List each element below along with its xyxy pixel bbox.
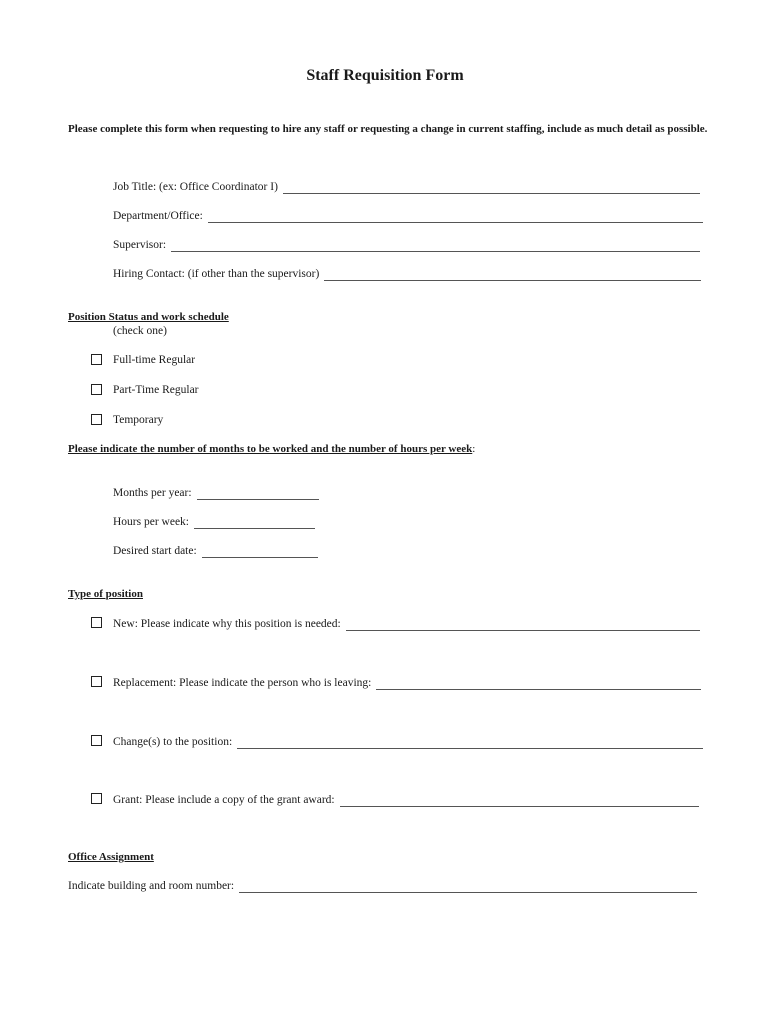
- part-time-label: Part-Time Regular: [113, 384, 199, 396]
- schedule-heading-text: Please indicate the number of months to be worked and the number of hours per week: [68, 443, 473, 455]
- change-field[interactable]: [113, 735, 703, 749]
- building-room-field[interactable]: [68, 879, 697, 893]
- change-line[interactable]: [237, 737, 703, 749]
- hours-label: Hours per week:: [113, 516, 190, 528]
- position-status-heading: Position Status and work schedule: [68, 311, 229, 323]
- grant-label: Grant: Please include a copy of the grant award:: [113, 794, 335, 806]
- department-line[interactable]: [208, 211, 703, 223]
- start-date-field[interactable]: [113, 544, 318, 558]
- new-field[interactable]: [113, 617, 700, 631]
- grant-checkbox[interactable]: [91, 793, 102, 804]
- schedule-heading-colon: :: [472, 443, 476, 455]
- months-field[interactable]: [113, 486, 319, 500]
- hiring-contact-label: Hiring Contact: (if other than the supervisor): [113, 268, 320, 280]
- months-line[interactable]: [197, 488, 319, 500]
- hiring-contact-field[interactable]: [113, 267, 701, 281]
- new-label: New: Please indicate why this position is needed:: [113, 618, 341, 630]
- department-label: Department/Office:: [113, 210, 203, 222]
- building-room-line[interactable]: [239, 881, 697, 893]
- building-room-label: Indicate building and room number:: [68, 880, 235, 892]
- page-title: Staff Requisition Form: [306, 67, 464, 84]
- job-title-label: Job Title: (ex: Office Coordinator I): [113, 181, 278, 193]
- department-field[interactable]: [113, 209, 703, 223]
- grant-line[interactable]: [340, 795, 699, 807]
- months-label: Months per year:: [113, 487, 192, 499]
- check-one-note: (check one): [113, 325, 167, 337]
- new-checkbox[interactable]: [91, 617, 102, 628]
- part-time-checkbox[interactable]: [91, 384, 102, 395]
- new-line[interactable]: [346, 619, 700, 631]
- job-title-field[interactable]: [113, 180, 700, 194]
- supervisor-field[interactable]: [113, 238, 700, 252]
- start-date-line[interactable]: [202, 546, 318, 558]
- grant-field[interactable]: [113, 793, 699, 807]
- hours-field[interactable]: [113, 515, 315, 529]
- replacement-field[interactable]: [113, 676, 701, 690]
- start-date-label: Desired start date:: [113, 545, 197, 557]
- hours-line[interactable]: [194, 517, 315, 529]
- temporary-label: Temporary: [113, 414, 164, 426]
- change-checkbox[interactable]: [91, 735, 102, 746]
- replacement-label: Replacement: Please indicate the person who is leaving:: [113, 677, 372, 689]
- replacement-line[interactable]: [376, 678, 701, 690]
- temporary-checkbox[interactable]: [91, 414, 102, 425]
- full-time-checkbox[interactable]: [91, 354, 102, 365]
- hiring-contact-line[interactable]: [324, 269, 701, 281]
- change-label: Change(s) to the position:: [113, 736, 233, 748]
- intro-text: Please complete this form when requesting to hire any staff or requesting a change in current staffing, include as much detail as possible.: [68, 123, 708, 135]
- supervisor-label: Supervisor:: [113, 239, 167, 251]
- supervisor-line[interactable]: [171, 240, 700, 252]
- replacement-checkbox[interactable]: [91, 676, 102, 687]
- job-title-line[interactable]: [283, 182, 700, 194]
- schedule-heading: [68, 443, 475, 455]
- full-time-label: Full-time Regular: [113, 354, 196, 366]
- type-of-position-heading: Type of position: [68, 588, 143, 600]
- office-assignment-heading: Office Assignment: [68, 851, 154, 863]
